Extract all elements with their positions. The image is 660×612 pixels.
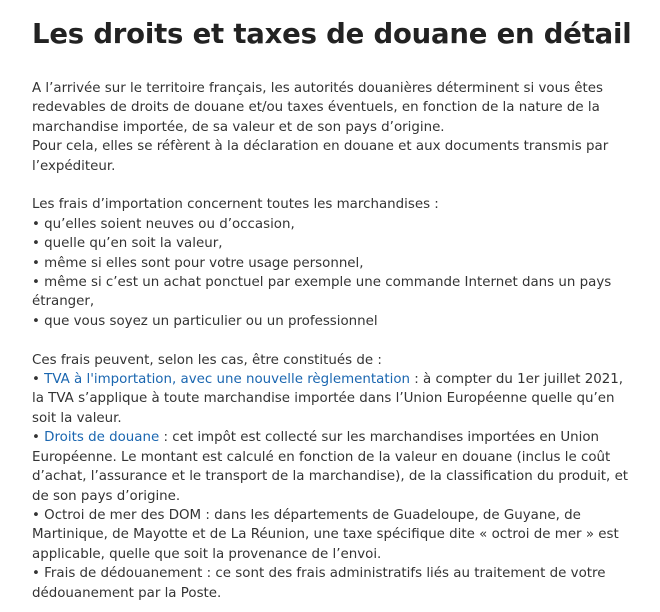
intro-paragraph-2: Pour cela, elles se réfèrent à la déclaration en douane et aux documents transmis par l’expéditeur. <box>32 139 609 174</box>
import-fees-heading: Les frais d’importation concernent toutes les marchandises : <box>32 197 439 213</box>
intro-paragraph: A l’arrivée sur le territoire français, les autorités douanières déterminent si vous êtes redevables de droits de douane et/ou taxes éventuels, en fonction de la nature de la marchandise importée, de sa valeur et de son pays d’origine. <box>32 81 603 135</box>
article-body <box>32 79 636 603</box>
list-item-droits <box>32 428 636 506</box>
customs-duties-link[interactable]: Droits de douane <box>44 430 160 446</box>
list-item: • quelle qu’en soit la valeur, <box>32 236 223 252</box>
costs-heading: Ces frais peuvent, selon les cas, être constitués de : <box>32 352 382 368</box>
tva-description: : à compter du 1er juillet 2021, la TVA s’applique à toute marchandise importée dans l’Union Européenne quelle qu’en soit la valeur. <box>32 372 624 426</box>
list-item: • que vous soyez un particulier ou un professionnel <box>32 313 378 329</box>
list-item: • même si c’est un achat ponctuel par exemple une commande Internet dans un pays étranger, <box>32 275 612 310</box>
page-title: Les droits et taxes de douane en détail <box>32 18 632 50</box>
bullet: • <box>32 430 45 446</box>
list-item-tva <box>32 370 636 428</box>
tva-import-link[interactable]: TVA à l'importation, avec une nouvelle règlementation <box>44 372 411 388</box>
list-item-frais: • Frais de dédouanement : ce sont des frais administratifs liés au traitement de votre dédouanement par la Poste. <box>32 566 606 601</box>
list-item: • même si elles sont pour votre usage personnel, <box>32 255 364 271</box>
droits-description: : cet impôt est collecté sur les marchandises importées en Union Européenne. Le montant est calculé en fonction de la valeur en douane (inclus le coût d’achat, l’assurance et le transport de la marchandise), de la classification du produit, et de son pays d’origine. <box>32 430 629 504</box>
list-item: • qu’elles soient neuves ou d’occasion, <box>32 216 295 232</box>
bullet: • <box>32 372 45 388</box>
list-item-octroi: • Octroi de mer des DOM : dans les départements de Guadeloupe, de Guyane, de Martinique, de Mayotte et de La Réunion, une taxe spécifique dite « octroi de mer » est applicable, quelle que soit la provenance de l’envoi. <box>32 507 619 562</box>
